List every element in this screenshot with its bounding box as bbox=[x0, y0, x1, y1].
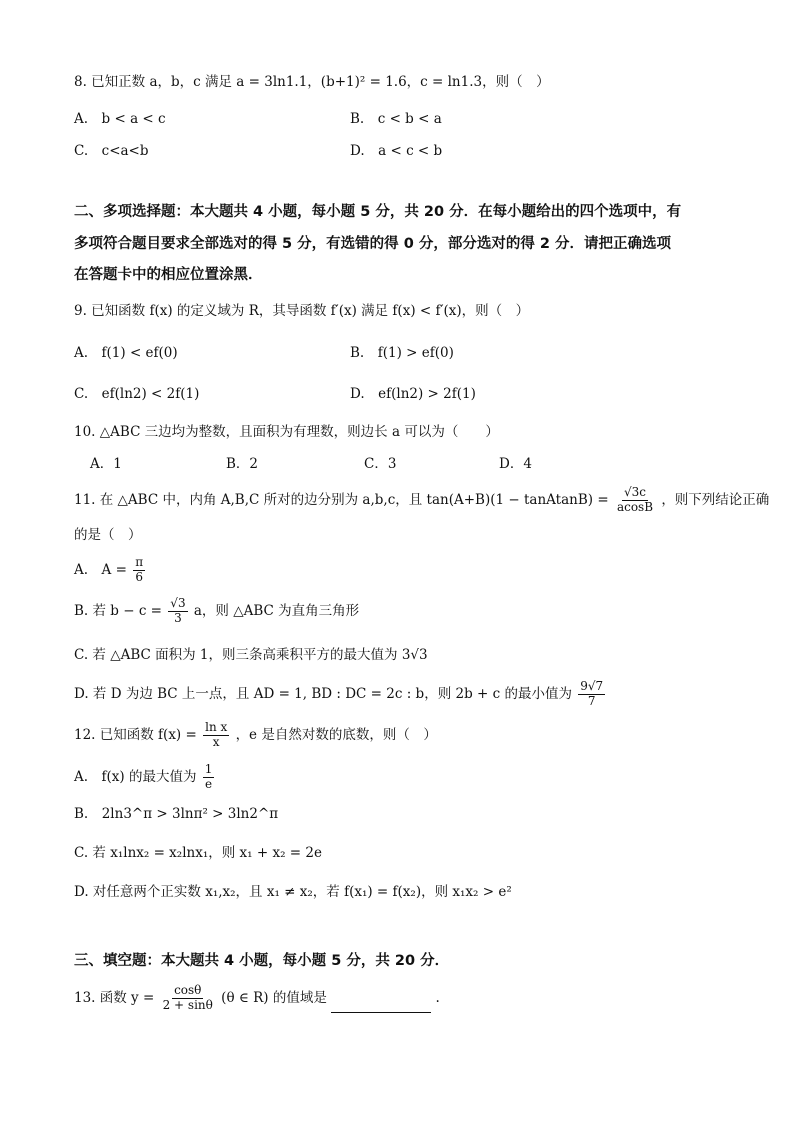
q8-option-a: A. b < a < c bbox=[74, 111, 166, 127]
q13-end: . bbox=[435, 989, 440, 1006]
q12-opta-pre: A. f(x) 的最大值为 bbox=[74, 768, 197, 785]
q13-answer-blank[interactable] bbox=[331, 998, 431, 1013]
q11-optd-pre: D. 若 D 为边 BC 上一点，且 AD = 1, BD : DC = 2c : b，则 2b + c 的最小值为 bbox=[74, 685, 572, 702]
q11-option-a bbox=[74, 556, 147, 585]
q11-optb-pre: B. 若 b − c = bbox=[74, 602, 162, 619]
q8-stem: 8. 已知正数 a，b，c 满足 a = 3ln1.1，(b+1)² = 1.6，c = ln1.3，则（ ） bbox=[74, 74, 550, 90]
q13-num: cosθ bbox=[174, 983, 202, 997]
q12-stem-den: x bbox=[212, 734, 220, 749]
section3-title: 三、填空题：本大题共 4 小题，每小题 5 分，共 20 分． bbox=[74, 953, 450, 969]
section2-line2: 多项符合题目要求全部选对的得 5 分，有选错的得 0 分，部分选对的得 2 分．请把正确选项 bbox=[74, 236, 672, 252]
q9-option-a: A. f(1) < ef(0) bbox=[74, 345, 178, 361]
q11-option-c: C. 若 △ABC 面积为 1，则三条高乘积平方的最大值为 3√3 bbox=[74, 647, 428, 663]
q10-option-d: D．4 bbox=[499, 456, 532, 472]
q11-frac-num: √3c bbox=[623, 485, 646, 499]
q9-option-b: B. f(1) > ef(0) bbox=[350, 345, 454, 361]
q11-optb-frac bbox=[168, 597, 187, 626]
q13-post: (θ ∈ R) 的值域是 bbox=[221, 989, 327, 1006]
q12-stem-frac bbox=[203, 721, 229, 750]
q10-option-c: C．3 bbox=[364, 456, 397, 472]
q11-opta-frac bbox=[133, 556, 145, 585]
q9-stem: 9. 已知函数 f(x) 的定义域为 R，其导函数 f′(x) 满足 f(x) < f′(x)，则（ ） bbox=[74, 303, 530, 319]
q12-opta-num: 1 bbox=[204, 762, 213, 776]
q11-optb-num: √3 bbox=[170, 596, 186, 610]
q11-optb-den: 3 bbox=[174, 610, 182, 625]
q10-stem: 10. △ABC 三边均为整数，且面积为有理数，则边长 a 可以为（ ） bbox=[74, 424, 499, 440]
q11-opta-den: 6 bbox=[135, 569, 143, 584]
q12-stem-post: ，e 是自然对数的底数，则（ ） bbox=[235, 726, 437, 743]
q9-option-c: C. ef(ln2) < 2f(1) bbox=[74, 386, 200, 402]
q13-pre: 13. 函数 y = bbox=[74, 989, 155, 1006]
section2-line1: 二、多项选择题：本大题共 4 小题，每小题 5 分，共 20 分．在每小题给出的四个选项中，有 bbox=[74, 204, 682, 220]
q13 bbox=[74, 984, 440, 1013]
q9-option-d: D. ef(ln2) > 2f(1) bbox=[350, 386, 476, 402]
q11-option-b bbox=[74, 597, 359, 626]
q8-option-d: D. a < c < b bbox=[350, 143, 443, 159]
q12-stem-pre: 12. 已知函数 f(x) = bbox=[74, 726, 197, 743]
q10-option-b: B．2 bbox=[226, 456, 259, 472]
q11-opta-pre: A. A = bbox=[74, 561, 127, 578]
q12-opta-den: e bbox=[205, 776, 213, 791]
q11-opta-num: π bbox=[135, 555, 144, 569]
q11-option-d bbox=[74, 680, 607, 709]
section2-line3: 在答题卡中的相应位置涂黑． bbox=[74, 267, 263, 283]
q8-option-b: B. c < b < a bbox=[350, 111, 442, 127]
q11-stem-b: ，则下列结论正确 bbox=[661, 491, 770, 508]
q8-option-c: C. c<a<b bbox=[74, 143, 149, 159]
q11-optd-frac bbox=[578, 680, 605, 709]
q11-optb-post: a，则 △ABC 为直角三角形 bbox=[193, 602, 360, 619]
q12-option-d: D. 对任意两个正实数 x₁,x₂，且 x₁ ≠ x₂，若 f(x₁) = f(x₂)，则 x₁x₂ > e² bbox=[74, 884, 512, 900]
q11-frac-den: acosB bbox=[616, 499, 654, 514]
q12-option-a bbox=[74, 763, 216, 792]
q11-fraction bbox=[615, 486, 655, 515]
q11-stem-a: 11. 在 △ABC 中，内角 A,B,C 所对的边分别为 a,b,c，且 tan(A+B)(1 − tanAtanB) = bbox=[74, 491, 609, 508]
q13-frac bbox=[161, 984, 215, 1013]
q12-opta-frac bbox=[203, 763, 215, 792]
q10-option-a: A．1 bbox=[90, 456, 122, 472]
q12-option-c: C. 若 x₁lnx₂ = x₂lnx₁，则 x₁ + x₂ = 2e bbox=[74, 845, 322, 861]
q11-stem-c: 的是（ ） bbox=[74, 527, 142, 543]
q13-den: 2 + sinθ bbox=[162, 997, 213, 1012]
q12-option-b: B. 2ln3^π > 3lnπ² > 3ln2^π bbox=[74, 806, 279, 822]
q11-stem-line1 bbox=[74, 486, 769, 515]
q11-optd-den: 7 bbox=[587, 693, 596, 708]
q12-stem-num: ln x bbox=[205, 720, 228, 734]
q12-stem bbox=[74, 721, 437, 750]
q11-optd-num: 9√7 bbox=[580, 679, 604, 693]
